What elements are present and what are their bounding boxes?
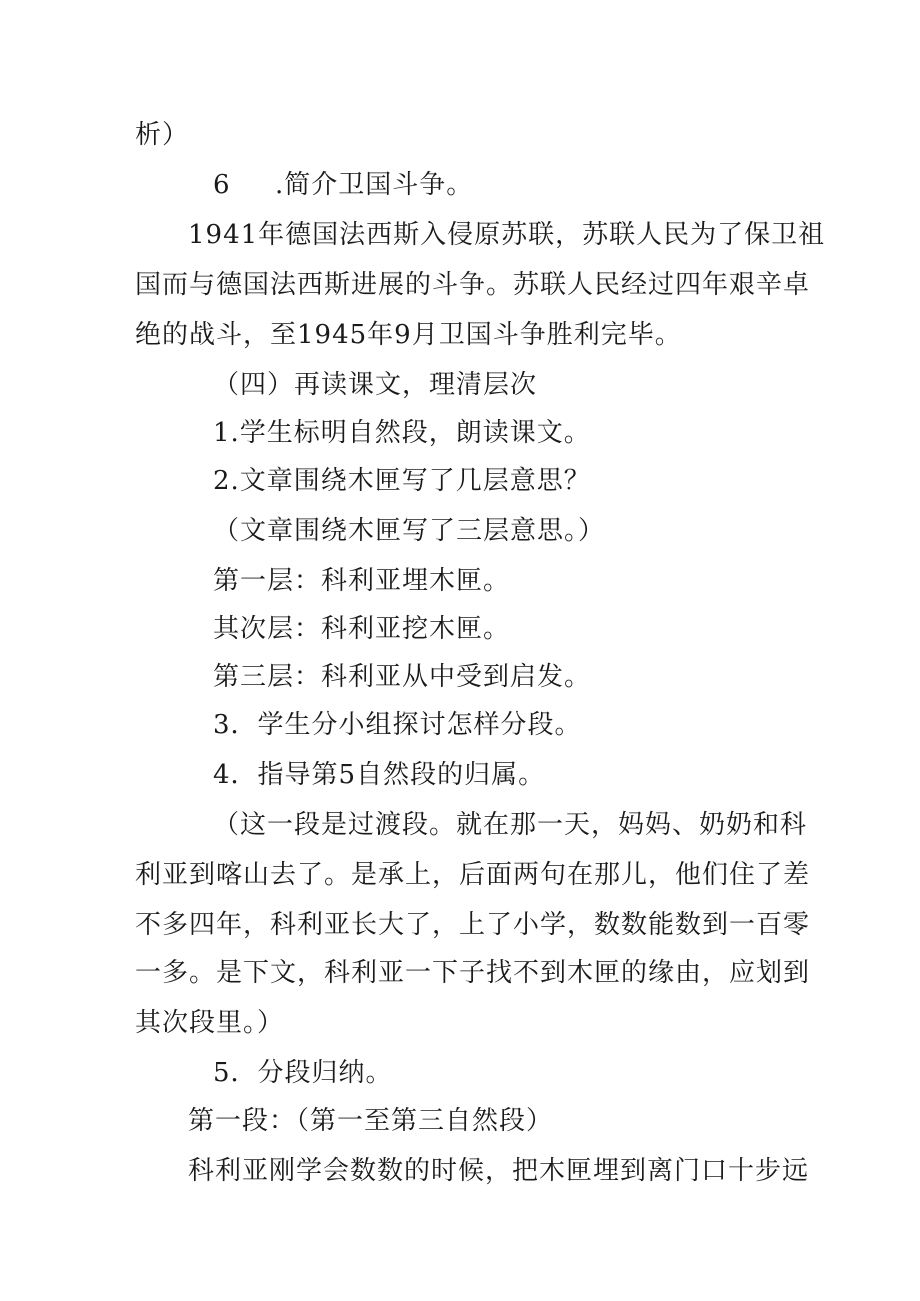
text-line-14: 4．指导第5自然段的归属。 [213, 760, 546, 790]
list-number-6: 6 [213, 170, 231, 200]
text-line-1: 析） [135, 120, 190, 150]
text-line-19: 其次段里。） [135, 1008, 285, 1038]
text-line-17: 不多四年，科利亚长大了，上了小学，数数能数到一百零 [135, 910, 811, 940]
text-line-8: 2.文章围绕木匣写了几层意思？ [213, 466, 591, 496]
text-line-2 [213, 167, 473, 203]
text-line-12: 第三层：科利亚从中受到启发。 [213, 662, 592, 692]
text-line-9: （文章围绕木匣写了三层意思。） [213, 516, 606, 546]
text-line-5: 绝的战斗，至1945年9月卫国斗争胜利完毕。 [135, 320, 682, 350]
text-line-4: 国而与德国法西斯进展的斗争。苏联人民经过四年艰辛卓 [135, 270, 811, 300]
section-heading: （四）再读课文，理清层次 [213, 370, 538, 400]
text-line-16: 利亚到喀山去了。是承上，后面两句在那儿，他们住了差 [135, 860, 811, 890]
text-line-20: 5．分段归纳。 [213, 1058, 393, 1088]
text-line-22: 科利亚刚学会数数的时候，把木匣埋到离门口十步远 [188, 1156, 810, 1186]
text-line-15: （这一段是过渡段。就在那一天，妈妈、奶奶和科 [213, 810, 808, 840]
text-line-7: 1.学生标明自然段，朗读课文。 [213, 418, 591, 448]
list-text-6: .简介卫国斗争。 [275, 170, 474, 200]
text-line-18: 一多。是下文，科利亚一下子找不到木匣的缘由，应划到 [135, 958, 811, 988]
text-line-10: 第一层：科利亚埋木匣。 [213, 566, 511, 596]
text-line-13: 3．学生分小组探讨怎样分段。 [213, 710, 582, 740]
text-line-21: 第一段：（第一至第三自然段） [188, 1106, 554, 1136]
text-line-11: 其次层：科利亚挖木匣。 [213, 614, 511, 644]
text-line-3: 1941年德国法西斯入侵原苏联，苏联人民为了保卫祖 [188, 220, 826, 250]
